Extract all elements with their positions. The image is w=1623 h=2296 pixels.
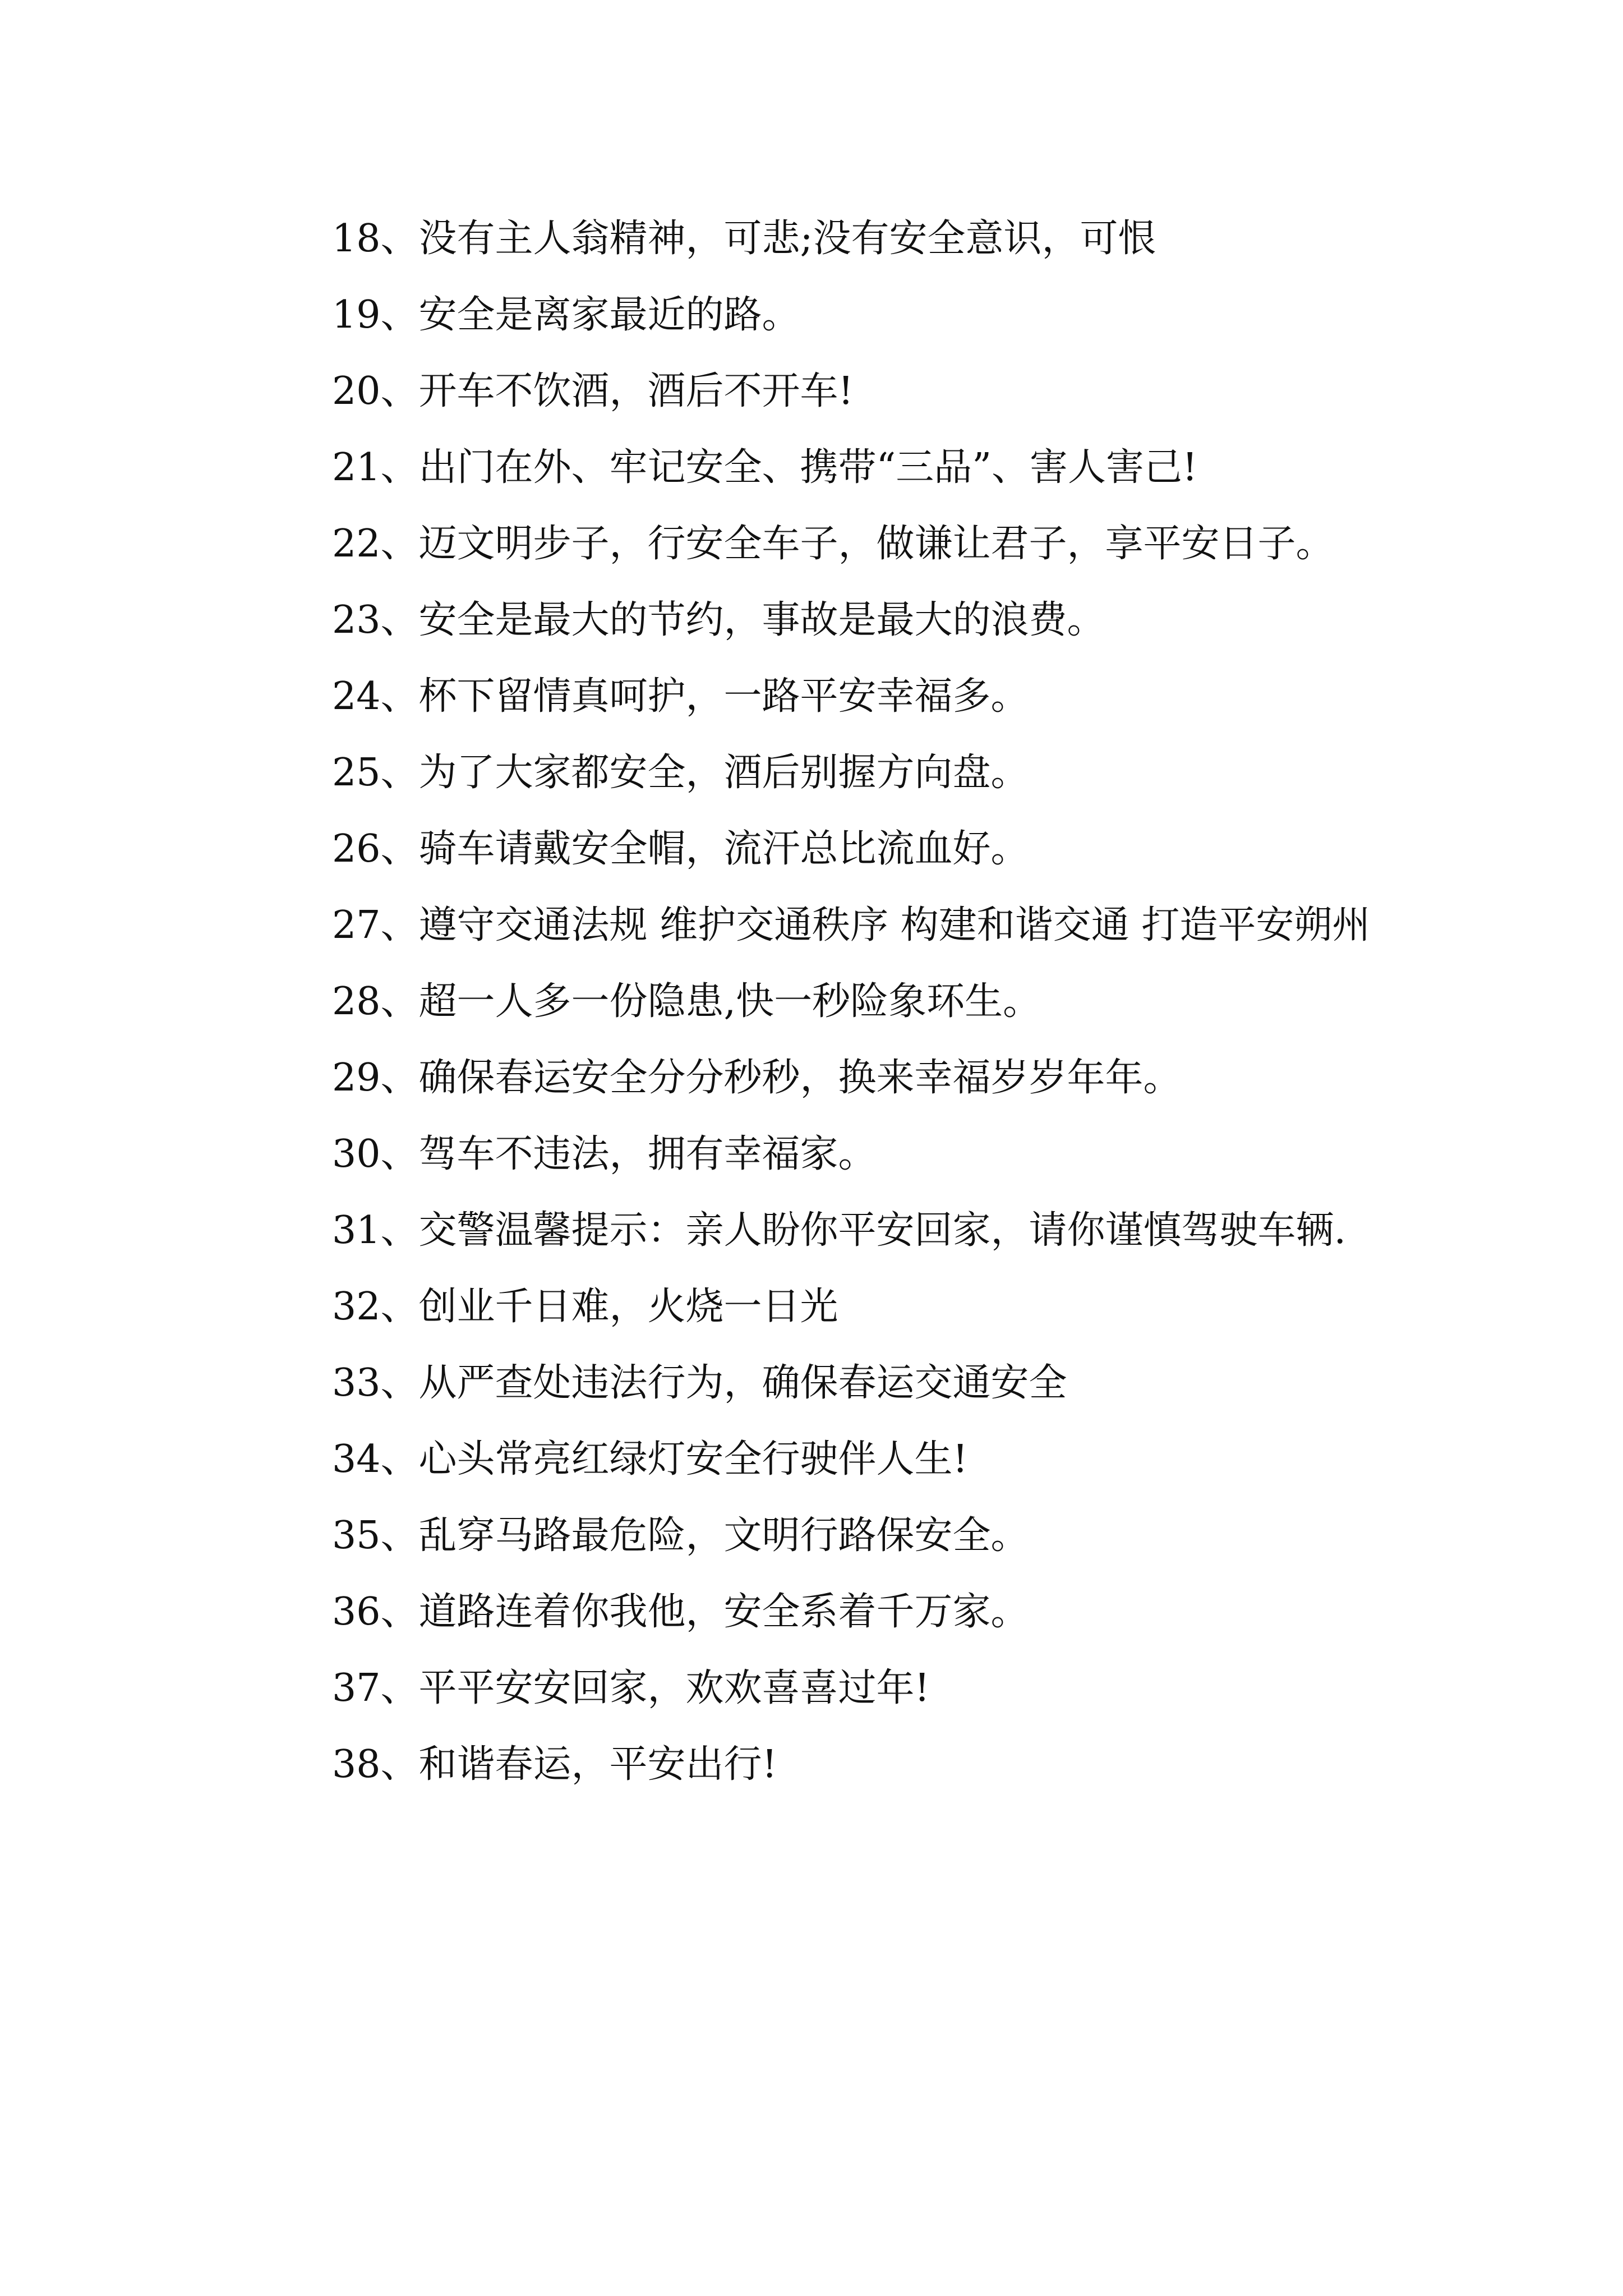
slogan-26: 26、骑车请戴安全帽，流汗总比流血好。	[332, 827, 1029, 871]
slogan-27: 27、遵守交通法规 维护交通秩序 构建和谐交通 打造平安朔州	[332, 903, 1371, 947]
slogan-28: 28、超一人多一份隐患,快一秒险象环生。	[332, 979, 1041, 1024]
slogan-36: 36、道路连着你我他，安全系着千万家。	[332, 1590, 1029, 1634]
slogan-24: 24、杯下留情真呵护，一路平安幸福多。	[332, 674, 1029, 719]
slogan-23: 23、安全是最大的节约，事故是最大的浪费。	[332, 598, 1105, 642]
slogan-34: 34、心头常亮红绿灯安全行驶伴人生!	[332, 1437, 968, 1481]
slogan-30: 30、驾车不违法，拥有幸福家。	[332, 1132, 877, 1176]
slogan-22: 22、迈文明步子，行安全车子，做谦让君子，享平安日子。	[332, 522, 1334, 566]
slogan-35: 35、乱穿马路最危险，文明行路保安全。	[332, 1513, 1029, 1558]
slogan-19: 19、安全是离家最近的路。	[332, 293, 800, 337]
slogan-25: 25、为了大家都安全，酒后别握方向盘。	[332, 751, 1029, 795]
slogan-37: 37、平平安安回家，欢欢喜喜过年!	[332, 1666, 930, 1710]
slogan-29: 29、确保春运安全分分秒秒，换来幸福岁岁年年。	[332, 1056, 1182, 1100]
slogan-18: 18、没有主人翁精神，可悲;没有安全意识，可恨	[332, 217, 1156, 261]
slogan-31: 31、交警温馨提示：亲人盼你平安回家，请你谨慎驾驶车辆.	[332, 1208, 1347, 1253]
slogan-32: 32、创业千日难，火烧一日光	[332, 1285, 838, 1329]
slogan-33: 33、从严查处违法行为，确保春运交通安全	[332, 1361, 1067, 1405]
slogan-20: 20、开车不饮酒，酒后不开车!	[332, 369, 854, 413]
slogan-38: 38、和谐春运，平安出行!	[332, 1742, 777, 1787]
slogan-21: 21、出门在外、牢记安全、携带“三品”、害人害己!	[332, 445, 1198, 490]
slogan-list	[247, 201, 1391, 1803]
